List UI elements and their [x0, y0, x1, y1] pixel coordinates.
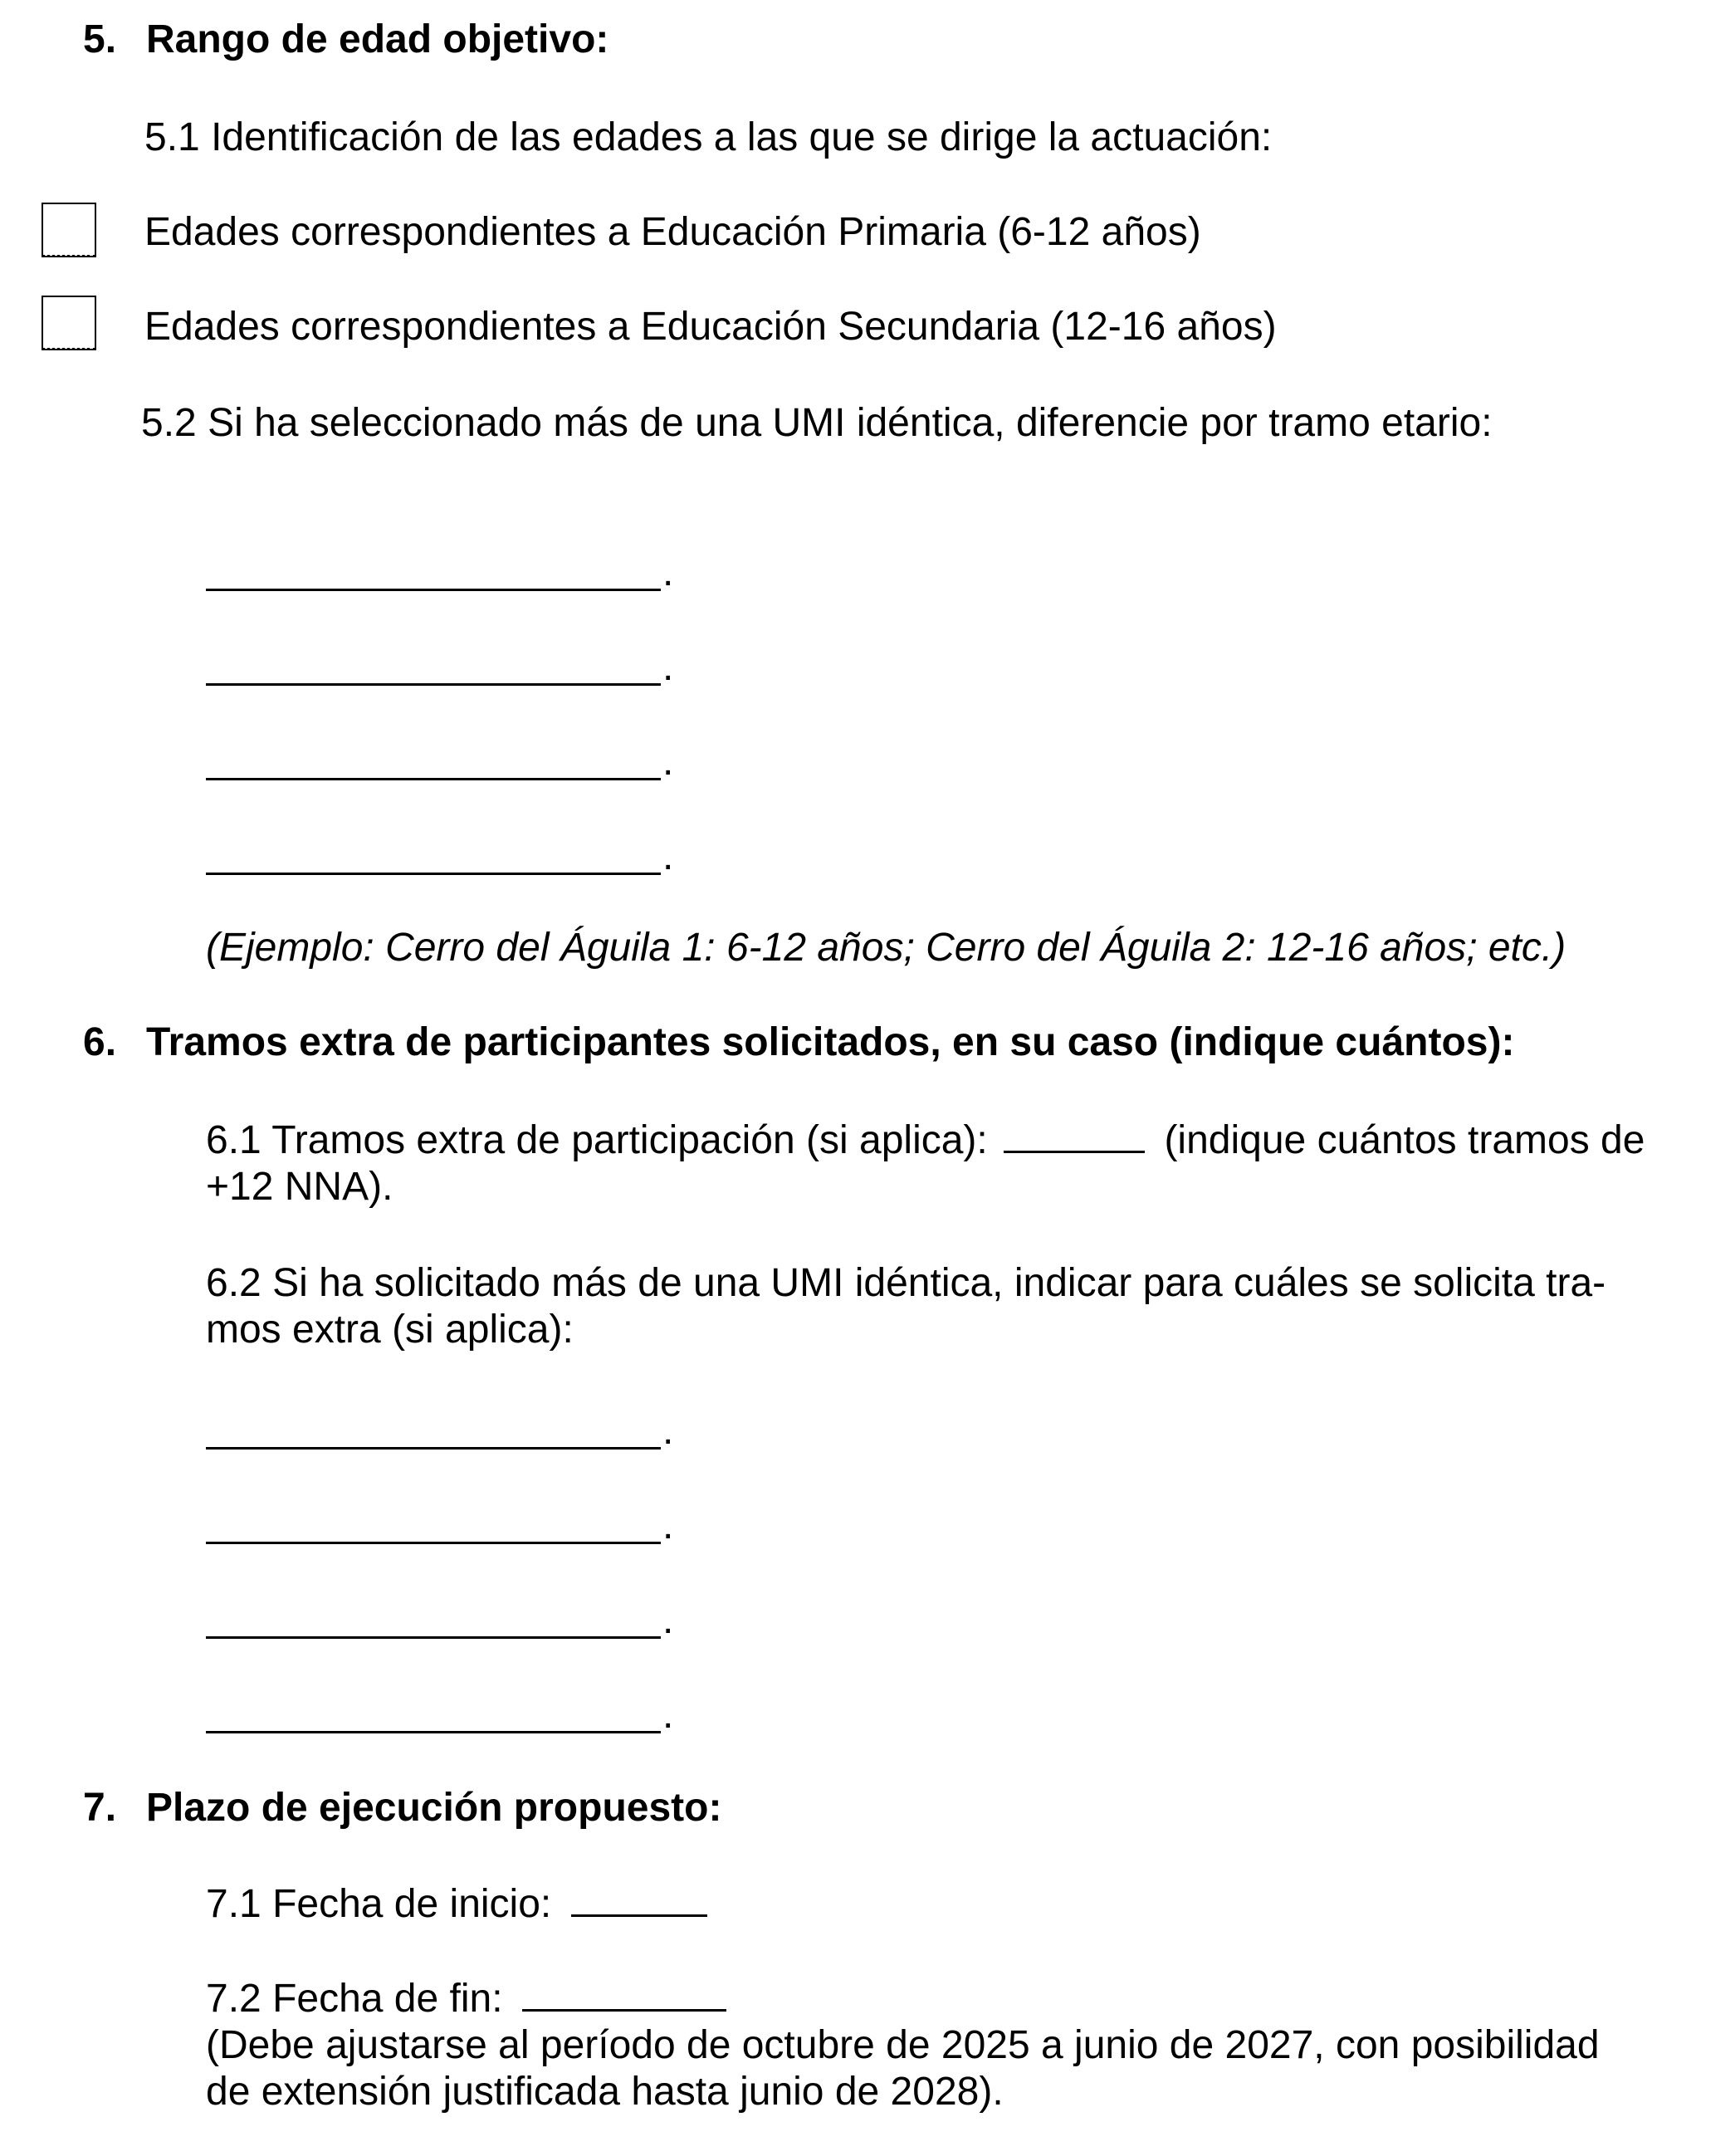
section-7-number: 7.: [83, 1786, 117, 1830]
item-6-1-line-1: [206, 1117, 1645, 1164]
section-5-heading: [83, 17, 608, 63]
blank-suffix: .: [662, 1598, 674, 1642]
item-7-2: [206, 1976, 726, 2022]
deadline-note-line-2: de extensión justificada hasta junio de 2028).: [206, 2070, 1004, 2114]
deadline-note-line-1: (Debe ajustarse al período de octubre de 2025 a junio de 2027, con posibilidad: [206, 2023, 1600, 2067]
blank-suffix: .: [662, 1409, 674, 1453]
item-6-1-hint: (indique cuántos tramos de: [1164, 1118, 1645, 1162]
section-5-title: Rango de edad objetivo:: [146, 17, 609, 61]
section-6-title: Tramos extra de participantes solicitados, en su caso (indique cuántos):: [146, 1020, 1515, 1064]
blank-suffix: .: [662, 1503, 674, 1547]
blank-suffix: .: [662, 645, 674, 689]
item-5-2-text: 5.2 Si ha seleccionado más de una UMI idéntica, diferencie por tramo etario:: [141, 401, 1493, 445]
item-7-1: [206, 1881, 707, 1928]
blank-suffix: .: [662, 740, 674, 784]
extra-tramos-count-blank[interactable]: [1004, 1117, 1145, 1153]
blank-suffix: .: [662, 1693, 674, 1737]
item-6-1-label: 6.1 Tramos extra de participación (si aplica):: [206, 1118, 988, 1162]
section-6-heading: [83, 1019, 1514, 1066]
blank-suffix: .: [662, 834, 674, 878]
item-6-2-line-1: 6.2 Si ha solicitado más de una UMI idéntica, indicar para cuáles se solicita tra-: [206, 1261, 1606, 1305]
end-date-blank[interactable]: [522, 1976, 726, 2012]
blank-suffix: .: [662, 550, 674, 594]
end-date-label: 7.2 Fecha de fin:: [206, 1977, 503, 2021]
start-date-blank[interactable]: [571, 1881, 707, 1917]
start-date-label: 7.1 Fecha de inicio:: [206, 1882, 552, 1926]
secundaria-checkbox[interactable]: [42, 296, 96, 350]
secundaria-option-label: Edades correspondientes a Educación Secundaria (12-16 años): [144, 305, 1277, 349]
section-7-heading: [83, 1785, 721, 1831]
item-5-1-text: 5.1 Identificación de las edades a las que se dirige la actuación:: [144, 115, 1273, 159]
item-6-2-line-2: mos extra (si aplica):: [206, 1308, 574, 1352]
primaria-checkbox[interactable]: [42, 203, 96, 257]
section-7-title: Plazo de ejecución propuesto:: [146, 1786, 722, 1830]
primaria-option-label: Edades correspondientes a Educación Primaria (6-12 años): [144, 210, 1201, 254]
item-6-1-line-2: +12 NNA).: [206, 1165, 393, 1209]
section-5-number: 5.: [83, 17, 117, 61]
section-6-number: 6.: [83, 1020, 117, 1064]
age-range-example: (Ejemplo: Cerro del Águila 1: 6-12 años; Cerro del Águila 2: 12-16 años; etc.): [206, 926, 1566, 970]
